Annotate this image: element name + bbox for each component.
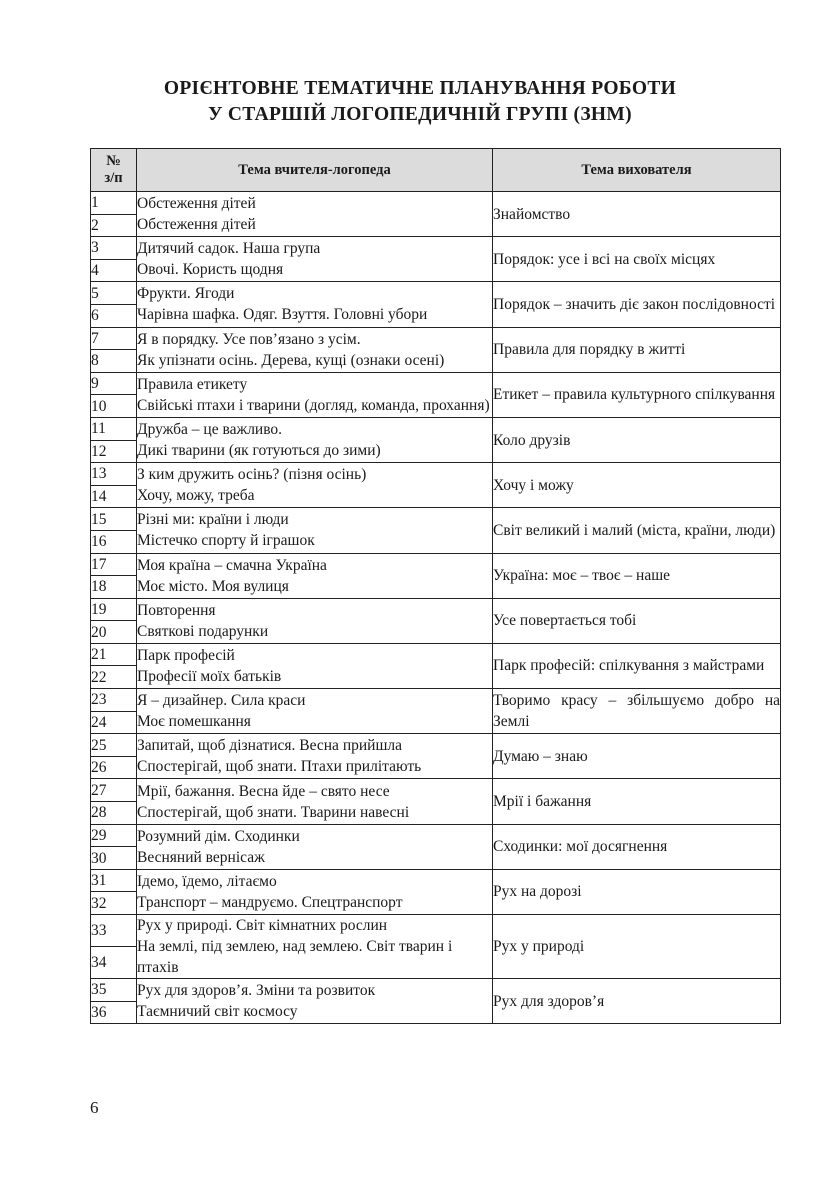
page-title [0,76,840,128]
educator-topic-cell [493,282,781,327]
educator-topic-cell [493,779,781,824]
row-number: 6 [91,304,137,327]
teacher-topic: Обстеження дітей [137,216,256,234]
teacher-topic: Мрії, бажання. Весна йде – свято несе [137,782,390,800]
teacher-topic: Професії моїх батьків [137,667,282,685]
teacher-topic: Святкові подарунки [137,622,269,640]
row-number: 23 [91,689,137,712]
table-row [91,553,781,576]
educator-topic: Мрії і бажання [493,793,592,811]
table-row [91,824,781,847]
table-row [91,643,781,666]
teacher-topic: Я – дизайнер. Сила краси [137,692,306,710]
teacher-topic: Запитай, щоб дізнатися. Весна прийшла [137,737,402,755]
table-body [91,192,781,1024]
row-number: 36 [91,1001,137,1024]
row-number: 8 [91,350,137,373]
teacher-topic-cell [137,327,493,372]
table-row [91,979,781,1002]
teacher-topic: Свійські птахи і тварини (догляд, команда, прохання) [137,396,490,414]
teacher-topic: На землі, під землею, над землею. Світ тварин і птахів [137,938,453,976]
educator-topic-cell [493,598,781,643]
row-number: 10 [91,395,137,418]
teacher-topic: Весняний вернісаж [137,848,265,866]
educator-topic-cell [493,372,781,417]
row-number: 25 [91,734,137,757]
row-number: 34 [91,947,137,979]
educator-topic: Усе повертається тобі [493,612,637,630]
teacher-topic: Фрукти. Ягоди [137,285,235,303]
table-row [91,915,781,947]
row-number: 22 [91,666,137,689]
educator-topic-cell [493,508,781,553]
teacher-topic: Моє помешкання [137,713,251,731]
educator-topic: Знайомство [493,205,571,223]
teacher-topic: Транспорт – мандруємо. Спецтранспорт [137,893,403,911]
teacher-topic-cell [137,598,493,643]
table-row [91,689,781,712]
teacher-topic: Овочі. Користь щодня [137,261,284,279]
educator-topic: Рух на дорозі [493,883,582,901]
educator-topic-cell [493,553,781,598]
teacher-topic: Спостерігай, щоб знати. Птахи прилітають [137,758,422,776]
row-number: 16 [91,530,137,553]
teacher-topic: Хочу, можу, треба [137,487,255,505]
educator-topic: Думаю – знаю [493,747,588,765]
row-number: 35 [91,979,137,1002]
header-number [91,149,137,192]
educator-topic-cell [493,327,781,372]
educator-topic: Україна: моє – твоє – наше [493,567,671,585]
teacher-topic-cell [137,463,493,508]
teacher-topic-cell [137,372,493,417]
row-number: 27 [91,779,137,802]
row-number: 20 [91,621,137,644]
educator-topic: Рух у природі [493,938,585,955]
teacher-topic: Дитячий садок. Наша група [137,240,321,258]
row-number: 7 [91,327,137,350]
row-number: 26 [91,756,137,779]
row-number: 15 [91,508,137,531]
header-educator-topic: Тема вихователя [493,149,781,192]
teacher-topic-cell [137,553,493,598]
table-row [91,463,781,486]
row-number: 11 [91,417,137,440]
row-number: 32 [91,892,137,915]
educator-topic-cell [493,417,781,462]
teacher-topic: Різні ми: країни і люди [137,511,289,529]
teacher-topic: Рух для здоров’я. Зміни та розвиток [137,982,376,1000]
educator-topic-cell [493,915,781,979]
row-number: 24 [91,711,137,734]
educator-topic-cell [493,192,781,237]
teacher-topic-cell [137,237,493,282]
row-number: 13 [91,463,137,486]
teacher-topic-cell [137,689,493,734]
educator-topic-cell [493,734,781,779]
educator-topic-cell [493,824,781,869]
teacher-topic: Повторення [137,601,216,619]
educator-topic: Порядок – значить діє закон послідовності [493,295,776,313]
educator-topic-cell [493,869,781,914]
planning-table [90,148,781,1024]
teacher-topic: Правила етикету [137,375,248,393]
row-number: 9 [91,372,137,395]
header-teacher-topic: Тема вчителя-логопеда [137,149,493,192]
teacher-topic: Як упізнати осінь. Дерева, кущі (ознаки осені) [137,351,445,369]
teacher-topic: Парк професій [137,646,235,664]
header-number-symbol: № [106,153,121,169]
teacher-topic-cell [137,282,493,327]
row-number: 19 [91,598,137,621]
row-number: 3 [91,237,137,260]
educator-topic: Правила для порядку в житті [493,341,686,359]
row-number: 12 [91,440,137,463]
table-row [91,779,781,802]
header-number-abbr: з/п [104,170,123,186]
educator-topic-cell [493,979,781,1024]
table-row [91,869,781,892]
educator-topic: Творимо красу – збільшуємо добро на Землі [493,692,780,731]
row-number: 30 [91,847,137,870]
row-number: 21 [91,643,137,666]
teacher-topic: Моя країна – смачна Україна [137,556,327,574]
teacher-topic-cell [137,915,493,979]
educator-topic-cell [493,237,781,282]
educator-topic: Сходинки: мої досягнення [493,838,668,856]
row-number: 4 [91,259,137,282]
teacher-topic: Я в порядку. Усе пов’язано з усім. [137,330,361,348]
teacher-topic-cell [137,779,493,824]
table-row [91,192,781,215]
row-number: 29 [91,824,137,847]
educator-topic: Коло друзів [493,431,571,449]
educator-topic: Хочу і можу [493,476,574,494]
teacher-topic: Ідемо, їдемо, літаємо [137,872,277,890]
teacher-topic: Спостерігай, щоб знати. Тварини навесні [137,803,410,821]
teacher-topic: Розумний дім. Сходинки [137,827,300,845]
teacher-topic-cell [137,979,493,1024]
educator-topic: Етикет – правила культурного спілкування [493,386,776,404]
teacher-topic: Моє місто. Моя вулиця [137,577,289,595]
table-header-row [91,149,781,192]
row-number: 5 [91,282,137,305]
teacher-topic-cell [137,417,493,462]
teacher-topic: Дружба – це важливо. [137,421,283,439]
page-number: 6 [90,1098,99,1117]
title-line-2: У СТАРШІЙ ЛОГОПЕДИЧНІЙ ГРУПІ (ЗНМ) [208,104,632,125]
row-number: 33 [91,915,137,947]
educator-topic-cell [493,463,781,508]
teacher-topic: З ким дружить осінь? (пізня осінь) [137,466,367,484]
educator-topic-cell [493,689,781,734]
table-row [91,372,781,395]
table-row [91,598,781,621]
teacher-topic-cell [137,869,493,914]
teacher-topic-cell [137,643,493,688]
table-row [91,734,781,757]
row-number: 18 [91,576,137,599]
teacher-topic-cell [137,734,493,779]
teacher-topic: Чарівна шафка. Одяг. Взуття. Головні убори [137,306,428,324]
educator-topic-cell [493,643,781,688]
table-row [91,282,781,305]
row-number: 28 [91,802,137,825]
row-number: 2 [91,214,137,237]
teacher-topic: Таємничий світ космосу [137,1003,298,1021]
row-number: 31 [91,869,137,892]
educator-topic: Світ великий і малий (міста, країни, люди) [493,521,776,539]
table-row [91,508,781,531]
educator-topic: Порядок: усе і всі на своїх місцях [493,250,716,268]
table-row [91,327,781,350]
teacher-topic: Обстеження дітей [137,195,256,213]
teacher-topic-cell [137,508,493,553]
teacher-topic: Дикі тварини (як готуються до зими) [137,442,381,460]
row-number: 17 [91,553,137,576]
row-number: 14 [91,485,137,508]
educator-topic: Парк професій: спілкування з майстрами [493,657,765,675]
teacher-topic: Рух у природі. Світ кімнатних рослин [137,917,388,934]
teacher-topic-cell [137,824,493,869]
teacher-topic-cell [137,192,493,237]
educator-topic: Рух для здоров’я [493,992,605,1010]
table-row [91,237,781,260]
row-number: 1 [91,192,137,215]
title-line-1: ОРІЄНТОВНЕ ТЕМАТИЧНЕ ПЛАНУВАННЯ РОБОТИ [163,78,677,99]
table-row [91,417,781,440]
teacher-topic: Містечко спорту й іграшок [137,532,315,550]
